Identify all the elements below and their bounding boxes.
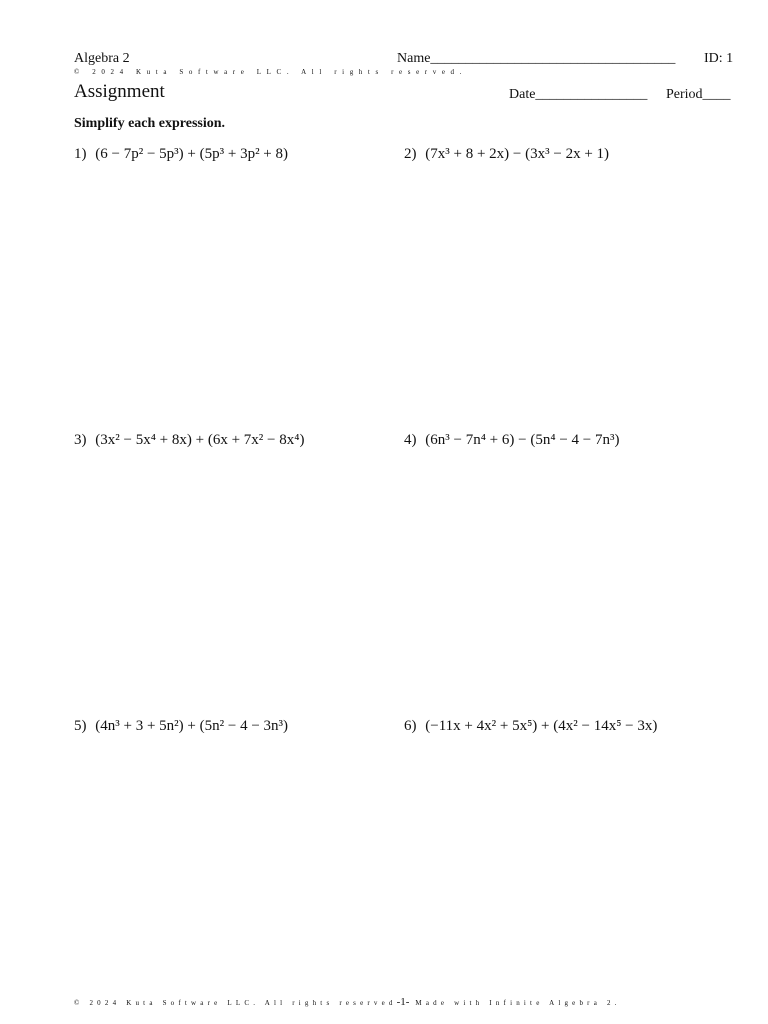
name-field: Name___________________________________ [397,51,676,66]
problem-number: 5) [74,718,87,734]
problem-expression: (6n³ − 7n⁴ + 6) − (5n⁴ − 4 − 7n³) [425,432,620,448]
problem-expression: (6 − 7p² − 5p³) + (5p³ + 3p² + 8) [95,146,289,162]
footer-made-with: Made with Infinite Algebra 2. [415,999,621,1007]
problem-number: 6) [404,718,417,734]
problem-number: 3) [74,432,87,448]
problem-expression: (−11x + 4x² + 5x⁵) + (4x² − 14x⁵ − 3x) [425,718,658,734]
worksheet-id: ID: 1 [704,51,734,66]
course-name: Algebra 2 [74,51,130,66]
period-field: Period____ [666,87,731,102]
problem-2 [404,146,609,163]
copyright-notice: © 2024 Kuta Software LLC. All rights reserved. [74,68,467,76]
problem-expression: (4n³ + 3 + 5n²) + (5n² − 4 − 3n³) [95,718,289,734]
problem-expression: (7x³ + 8 + 2x) − (3x³ − 2x + 1) [425,146,610,162]
problem-number: 1) [74,146,87,162]
problem-6 [404,718,657,735]
problem-3 [74,432,304,449]
worksheet-title: Assignment [74,81,165,102]
page-footer [74,996,621,1008]
problem-4 [404,432,619,449]
problem-number: 2) [404,146,417,162]
date-field: Date________________ [509,87,648,102]
problem-number: 4) [404,432,417,448]
page-number: -1- [396,996,410,1008]
problem-expression: (3x² − 5x⁴ + 8x) + (6x + 7x² − 8x⁴) [95,432,305,448]
problem-5 [74,718,288,735]
problem-1 [74,146,288,163]
footer-copyright: © 2024 Kuta Software LLC. All rights reserved [74,999,397,1007]
instructions: Simplify each expression. [74,116,226,131]
